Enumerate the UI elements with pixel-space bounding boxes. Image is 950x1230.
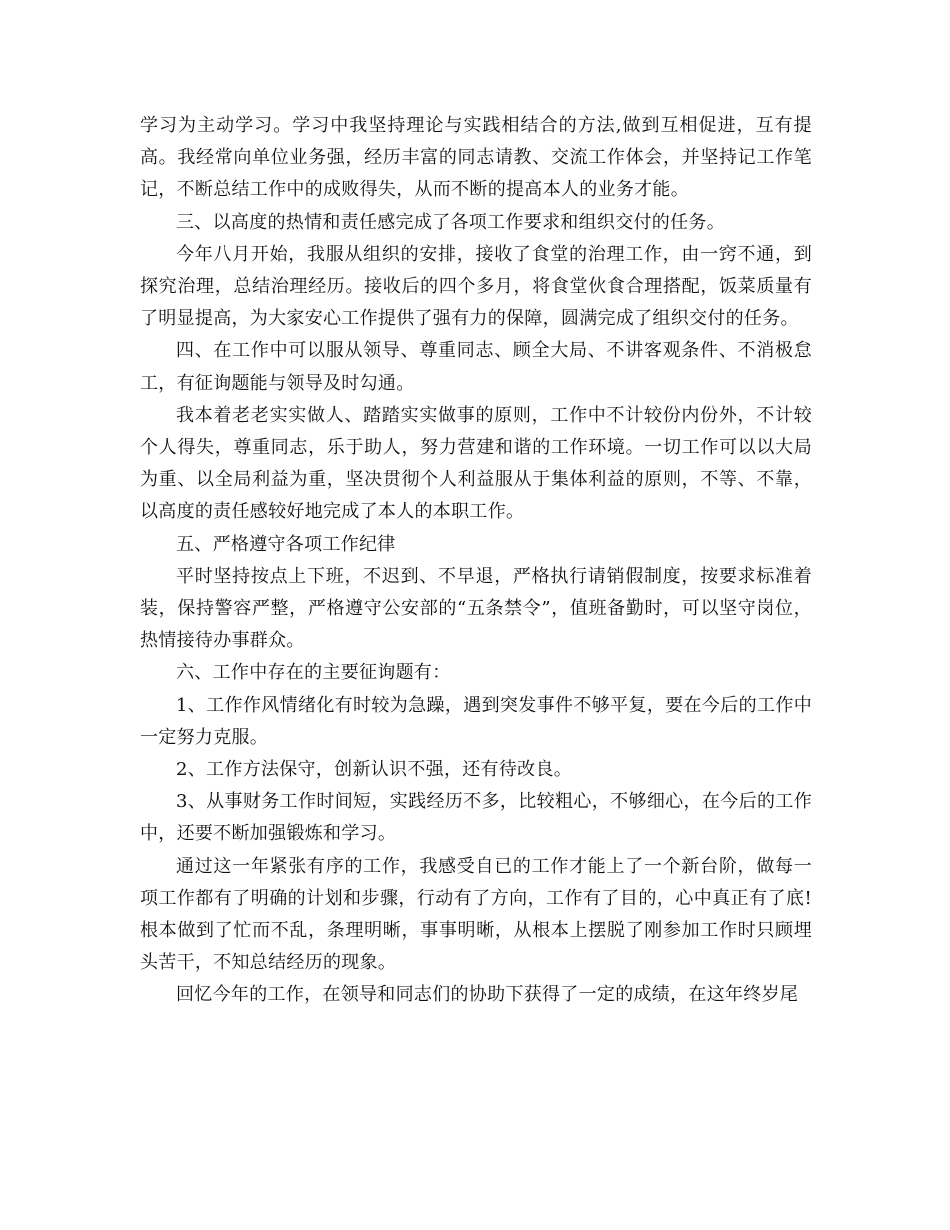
paragraph-4: 四、在工作中可以服从领导、尊重同志、顾全大局、不讲客观条件、不消极怠工，有征询题能与领导及时勾通。 [140,340,812,394]
paragraph-11: 3、从事财务工作时间短，实践经历不多，比较粗心，不够细心，在今后的工作中，还要不断加强锻炼和学习。 [140,791,812,845]
paragraph-8: 六、工作中存在的主要征询题有： [176,662,451,684]
paragraph-1: 学习为主动学习。学习中我坚持理论与实践相结合的方法,做到互相促进，互有提高。我经常向单位业务强，经历丰富的同志请教、交流工作体会，并坚持记工作笔记，不断总结工作中的成败得失，从而不断的提高本人的业务才能。 [140,115,812,201]
paragraph-10: 2、工作方法保守，创新认识不强，还有待改良。 [176,759,573,781]
paragraph-6: 五、严格遵守各项工作纪律 [176,533,396,555]
paragraph-5: 我本着老老实实做人、踏踏实实做事的原则，工作中不计较份内份外，不计较个人得失，尊重同志，乐于助人，努力营建和谐的工作环境。一切工作可以以大局为重、以全局利益为重，坚决贯彻个人利益服从于集体利益的原则，不等、不靠，以高度的责任感较好地完成了本人的本职工作。 [140,404,812,523]
paragraph-2: 三、以高度的热情和责任感完成了各项工作要求和组织交付的任务。 [176,211,725,233]
paragraph-13: 回忆今年的工作，在领导和同志们的协助下获得了一定的成绩，在这年终岁尾 [176,984,799,1006]
paragraph-12: 通过这一年紧张有序的工作，我感受自已的工作才能上了一个新台阶，做每一项工作都有了明确的计划和步骤，行动有了方向，工作有了目的，心中真正有了底!根本做到了忙而不乱，条理明晰，事事明晰，从根本上摆脱了刚参加工作时只顾埋头苦干，不知总结经历的现象。 [140,855,812,974]
paragraph-7: 平时坚持按点上下班，不迟到、不早退，严格执行请销假制度，按要求标准着装，保持警容严整，严格遵守公安部的“五条禁令”，值班备勤时，可以坚守岗位，热情接待办事群众。 [140,565,812,652]
document-body [140,110,812,1012]
paragraph-3: 今年八月开始，我服从组织的安排，接收了食堂的治理工作，由一窍不通，到探究治理，总结治理经历。接收后的四个多月，将食堂伙食合理搭配，饭菜质量有了明显提高，为大家安心工作提供了强有力的保障，圆满完成了组织交付的任务。 [140,243,812,330]
paragraph-9: 1、工作作风情绪化有时较为急躁，遇到突发事件不够平复，要在今后的工作中一定努力克服。 [140,694,812,748]
